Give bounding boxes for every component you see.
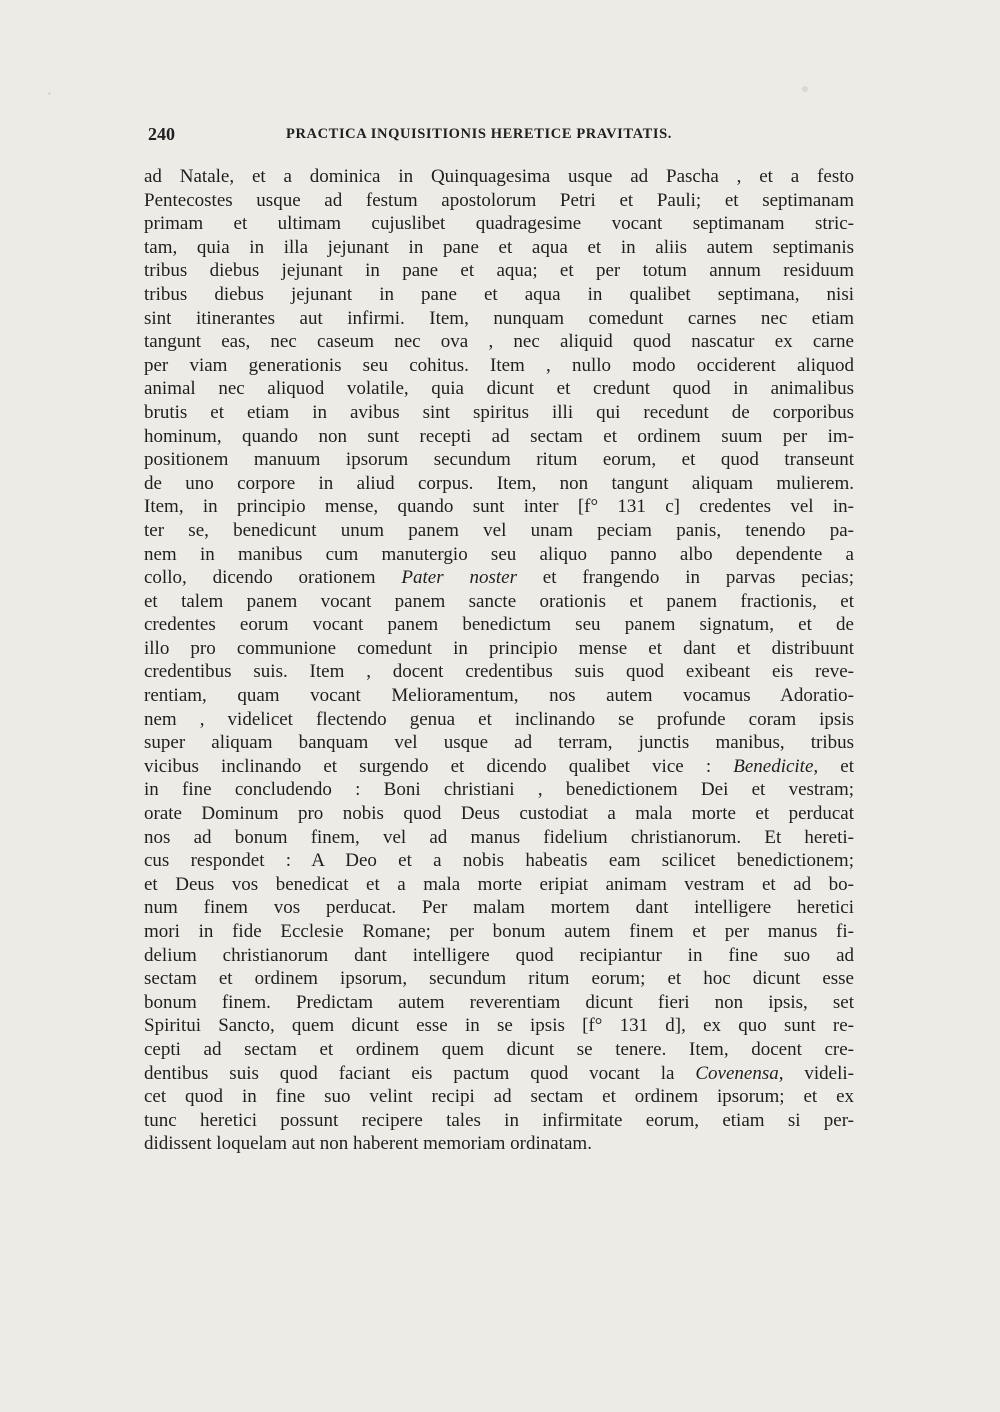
- text-line: tangunt eas, nec caseum nec ova , nec aliquid quod nascatur ex carne: [144, 331, 854, 353]
- text-line: super aliquam banquam vel usque ad terram, junctis manibus, tribus: [144, 732, 854, 754]
- text-line: tribus diebus jejunant in pane et aqua; et per totum annum residuum: [144, 260, 854, 282]
- text-line: tunc heretici possunt recipere tales in infirmitate eorum, etiam si per-: [144, 1109, 854, 1131]
- text-line: de uno corpore in aliud corpus. Item, non tangunt aliquam mulierem.: [144, 472, 854, 494]
- text-line: ad Natale, et a dominica in Quinquagesima usque ad Pascha , et a festo: [144, 166, 854, 187]
- text-line: orate Dominum pro nobis quod Deus custodiat a mala morte et perducat: [144, 803, 854, 825]
- paper-spot: [802, 86, 808, 92]
- text-line: vicibus inclinando et surgendo et dicendo qualibet vice : Benedicite, et: [144, 755, 854, 777]
- text-line: illo pro communione comedunt in principio mense et dant et distribuunt: [144, 637, 854, 659]
- text-line: ter se, benedicunt unum panem vel unam peciam panis, tenendo pa-: [144, 519, 854, 541]
- text-line: bonum finem. Predictam autem reverentiam dicunt fieri non ipsis, set: [144, 991, 854, 1013]
- text-line: animal nec aliquod volatile, quia dicunt et credunt quod in animalibus: [144, 378, 854, 400]
- page-number: 240: [148, 124, 175, 144]
- text-line: in fine concludendo : Boni christiani , benedictionem Dei et vestram;: [144, 779, 854, 801]
- text-line: Pentecostes usque ad festum apostolorum Petri et Pauli; et septimanam: [144, 189, 854, 211]
- text-line: num finem vos perducat. Per malam mortem dant intelligere heretici: [144, 897, 854, 919]
- text-line: Spiritui Sancto, quem dicunt esse in se ipsis [f° 131 d], ex quo sunt re-: [144, 1015, 854, 1037]
- text-line: cepti ad sectam et ordinem quem dicunt se tenere. Item, docent cre-: [144, 1038, 854, 1060]
- text-line: nem in manibus cum manutergio seu aliquo panno albo dependente a: [144, 543, 854, 565]
- italic-phrase: Pater noster: [401, 567, 517, 589]
- text-line: dentibus suis quod faciant eis pactum quod vocant la Covenensa, videli-: [144, 1062, 854, 1084]
- text-line: sectam et ordinem ipsorum, secundum ritum eorum; et hoc dicunt esse: [144, 968, 854, 990]
- text-line: hominum, quando non sunt recepti ad sectam et ordinem suum per im-: [144, 425, 854, 447]
- text-line: et talem panem vocant panem sancte orationis et panem fractionis, et: [144, 590, 854, 612]
- body-text: [144, 165, 854, 1156]
- text-line: rentiam, quam vocant Melioramentum, nos autem vocamus Adoratio-: [144, 685, 854, 707]
- italic-phrase: Benedicite,: [733, 755, 819, 777]
- text-line: primam et ultimam cujuslibet quadragesime vocant septimanam stric-: [144, 213, 854, 235]
- text-line: per viam generationis seu cohitus. Item , nullo modo occiderent aliquod: [144, 354, 854, 376]
- text-line: mori in fide Ecclesie Romane; per bonum autem finem et per manus fi-: [144, 921, 854, 942]
- paper-spot: [48, 92, 51, 95]
- text-line: nos ad bonum finem, vel ad manus fidelium christianorum. Et hereti-: [144, 826, 854, 848]
- text-line: tribus diebus jejunant in pane et aqua in qualibet septimana, nisi: [144, 283, 854, 305]
- text-line: cus respondet : A Deo et a nobis habeatis eam scilicet benedictionem;: [144, 850, 854, 872]
- text-line: positionem manuum ipsorum secundum ritum eorum, et quod transeunt: [144, 449, 854, 471]
- text-line: nem , videlicet flectendo genua et inclinando se profunde coram ipsis: [144, 708, 854, 730]
- running-title: PRACTICA INQUISITIONIS HERETICE PRAVITATIS.: [286, 126, 672, 142]
- running-head: [148, 124, 858, 146]
- text-line: didissent loquelam aut non haberent memoriam ordinatam.: [144, 1133, 592, 1155]
- text-line: delium christianorum dant intelligere quod recipiantur in fine suo ad: [144, 944, 854, 966]
- text-line: sint itinerantes aut infirmi. Item, nunquam comedunt carnes nec etiam: [144, 307, 854, 329]
- text-line: brutis et etiam in avibus sint spiritus illi qui recedunt de corporibus: [144, 401, 854, 423]
- text-line: et Deus vos benedicat et a mala morte eripiat animam vestram et ad bo-: [144, 873, 854, 895]
- text-line: collo, dicendo orationem Pater noster et frangendo in parvas pecias;: [144, 567, 854, 589]
- text-line: credentibus suis. Item , docent credentibus suis quod exibeant eis reve-: [144, 661, 854, 683]
- text-line: credentes eorum vocant panem benedictum seu panem signatum, et de: [144, 614, 854, 636]
- italic-phrase: Covenensa,: [695, 1062, 784, 1084]
- text-line: tam, quia in illa jejunant in pane et aqua et in aliis autem septimanis: [144, 236, 854, 258]
- text-line: cet quod in fine suo velint recipi ad sectam et ordinem ipsorum; et ex: [144, 1086, 854, 1108]
- text-line: Item, in principio mense, quando sunt inter [f° 131 c] credentes vel in-: [144, 496, 854, 518]
